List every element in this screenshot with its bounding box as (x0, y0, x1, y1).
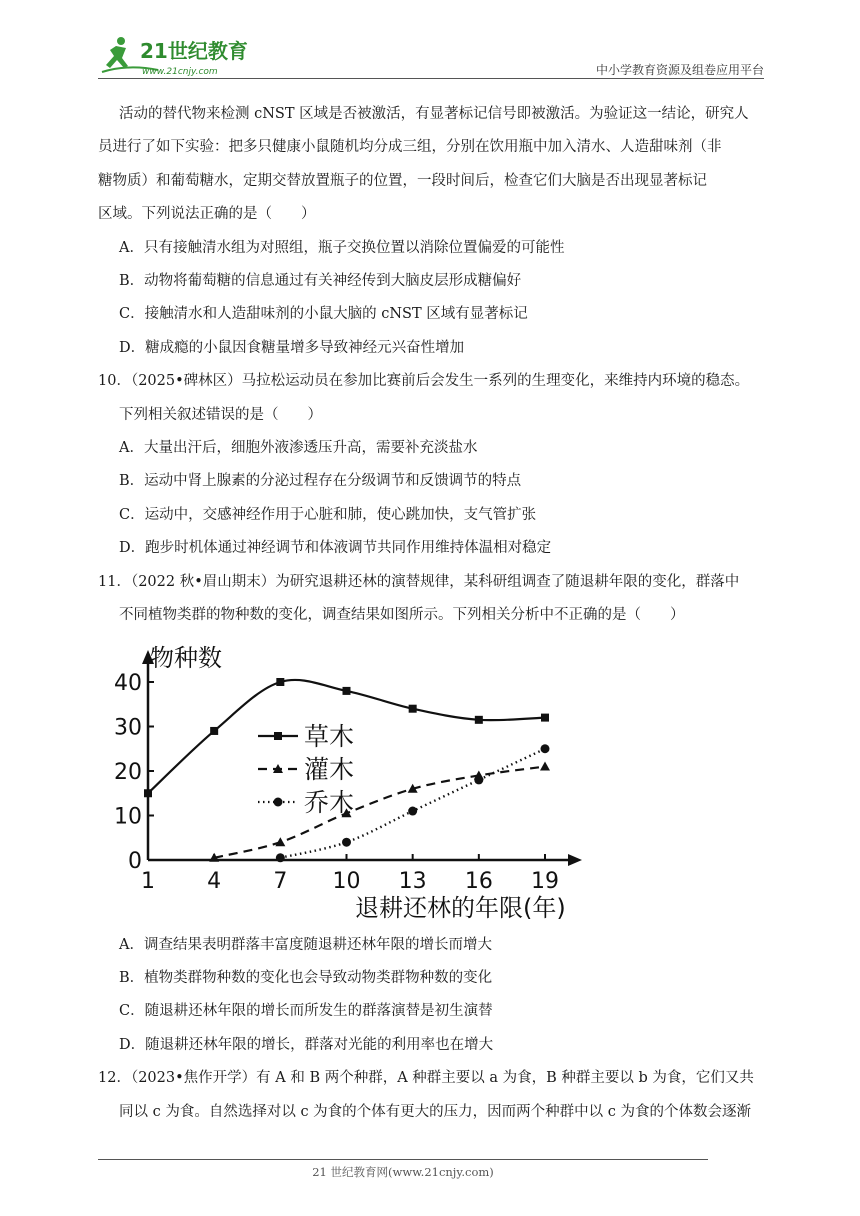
header-divider (98, 78, 764, 79)
footer-divider (98, 1159, 708, 1160)
q10-option-d: D．跑步时机体通过神经调节和体液调节共同作用维持体温相对稳定 (119, 540, 552, 557)
q12-stem-line-2: 同以 c 为食。自然选择对以 c 为食的个体有更大的压力，因而两个种群中以 c 为食的个体数会逐渐 (119, 1103, 752, 1120)
legend-marker-0 (274, 732, 282, 740)
y-tick-label: 40 (114, 671, 142, 696)
y-tick-label: 20 (114, 760, 142, 785)
q12-stem-line-1: 12．（2023•焦作开学）有 A 和 B 两个种群，A 种群主要以 a 为食，B 种群主要以 b 为食，它们又共 (98, 1070, 754, 1087)
q11-option-a: A．调查结果表明群落丰富度随退耕还林年限的增长而增大 (119, 936, 492, 953)
question-content (98, 98, 770, 1129)
q9-stem-line-2: 员进行了如下实验：把多只健康小鼠随机均分成三组，分别在饮用瓶中加入清水、人造甜味剂（非 (98, 139, 722, 156)
q9-stem-line-1: 活动的替代物来检测 cNST 区域是否被激活，有显著标记信号即被激活。为验证这一结论，研究人 (119, 106, 749, 122)
data-point (540, 762, 550, 771)
data-point (541, 744, 550, 753)
q11-option-c: C．随退耕还林年限的增长而所发生的群落演替是初生演替 (119, 1003, 493, 1020)
data-point (475, 716, 483, 724)
x-axis-arrow (568, 854, 582, 866)
logo-url: www.21cnjy.com (142, 67, 218, 77)
q11-stem-line-2: 不同植物类群的物种数的变化，调查结果如图所示。下列相关分析中不正确的是（ ） (119, 607, 685, 624)
q9-option-a: A．只有接触清水组为对照组，瓶子交换位置以消除位置偏爱的可能性 (119, 239, 565, 256)
page-footer: 21 世纪教育网(www.21cnjy.com) (312, 1165, 494, 1179)
y-axis-label: 物种数 (150, 644, 222, 672)
q10-option-c: C．运动中，交感神经作用于心脏和肺，使心跳加快，支气管扩张 (119, 506, 537, 523)
platform-name: 中小学教育资源及组卷应用平台 (595, 63, 764, 77)
data-point (408, 807, 417, 816)
page-header (98, 34, 764, 80)
x-tick-label: 16 (464, 869, 493, 894)
data-point (275, 837, 285, 846)
q9-option-d: D．糖成瘾的小鼠因食糖量增多导致神经元兴奋性增加 (119, 339, 465, 356)
x-tick-label: 13 (398, 869, 427, 894)
site-logo (98, 34, 258, 80)
logo-text: 21世纪教育 (140, 39, 248, 63)
q10-stem-line-2: 下列相关叙述错误的是（ ） (119, 406, 322, 423)
y-tick-label: 0 (128, 849, 142, 874)
q11-option-b: B．植物类群物种数的变化也会导致动物类群物种数的变化 (119, 969, 493, 986)
chart-legend (258, 722, 354, 817)
legend-label-1: 灌木 (304, 755, 355, 784)
q9-stem-line-4: 区域。下列说法正确的是（ ） (98, 206, 316, 223)
species-chart-svg (110, 640, 590, 930)
data-point (474, 775, 483, 784)
q9-stem-line-3: 糖物质）和葡萄糖水，定期交替放置瓶子的位置，一段时间后，检查它们大脑是否出现显著标记 (98, 172, 707, 189)
x-axis-label: 退耕还林的年限(年) (355, 894, 566, 922)
q9-option-c: C．接触清水和人造甜味剂的小鼠大脑的 cNST 区域有显著标记 (119, 306, 528, 323)
data-point (342, 838, 351, 847)
data-point (409, 705, 417, 713)
data-point (276, 678, 284, 686)
q11-option-d: D．随退耕还林年限的增长，群落对光能的利用率也在增大 (119, 1036, 494, 1053)
q11-stem-line-1: 11．（2022 秋•眉山期末）为研究退耕还林的演替规律，某科研组调查了随退耕年限的变化，群落中 (98, 573, 740, 590)
legend-label-2: 乔木 (304, 788, 355, 817)
q10-option-a: A．大量出汗后，细胞外液渗透压升高，需要补充淡盐水 (119, 440, 478, 457)
q9-option-b: B．动物将葡萄糖的信息通过有关神经传到大脑皮层形成糖偏好 (119, 273, 522, 290)
x-tick-label: 1 (141, 869, 155, 894)
legend-label-0: 草木 (304, 722, 355, 751)
x-tick-label: 4 (207, 869, 222, 894)
data-point (210, 727, 218, 735)
x-tick-label: 7 (273, 869, 288, 894)
legend-marker-2 (274, 798, 283, 807)
series-line-1 (214, 767, 545, 858)
data-point (276, 853, 285, 862)
y-tick-label: 10 (114, 804, 142, 830)
y-tick-label: 30 (114, 715, 142, 741)
x-tick-label: 19 (531, 869, 559, 894)
q10-stem-line-1: 10．（2025•碑林区）马拉松运动员在参加比赛前后会发生一系列的生理变化，来维持内环境的稳态。 (98, 373, 750, 390)
data-point (343, 687, 351, 695)
q10-option-b: B．运动中肾上腺素的分泌过程存在分级调节和反馈调节的特点 (119, 473, 522, 490)
data-point (541, 714, 549, 722)
chart-axes (142, 650, 582, 866)
species-chart (110, 640, 590, 930)
x-tick-label: 10 (332, 869, 361, 894)
data-point (144, 789, 152, 797)
